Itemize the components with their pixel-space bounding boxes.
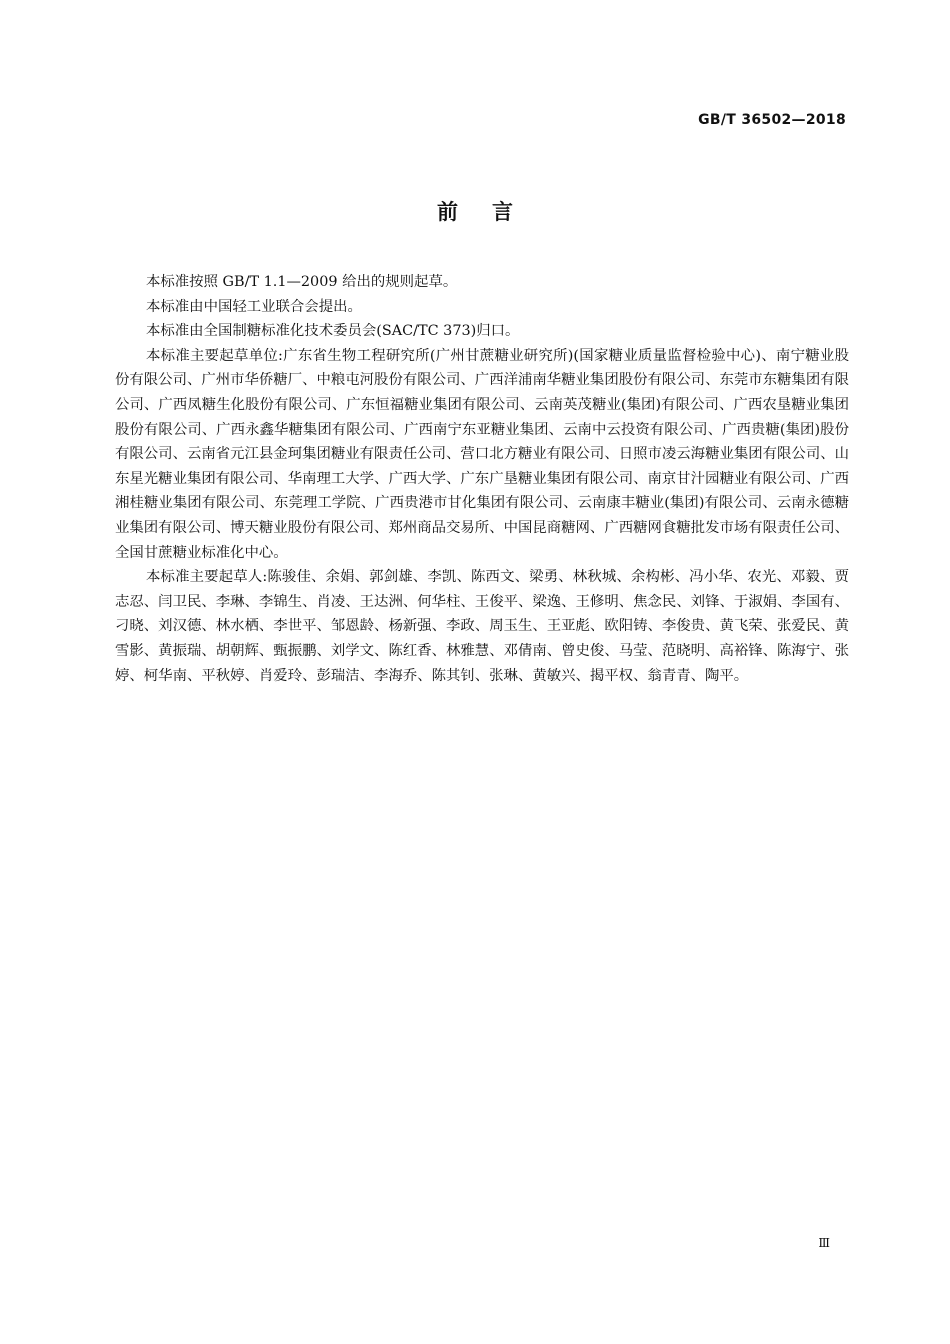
page-title: 前言 [437,200,547,224]
standard-code: GB/T 36502—2018 [698,112,846,128]
paragraph-technical-committee: 本标准由全国制糖标准化技术委员会(SAC/TC 373)归口。 [146,323,520,340]
page-number: Ⅲ [818,1236,830,1250]
paragraph-proposer: 本标准由中国轻工业联合会提出。 [146,298,362,315]
paragraph-drafting-rules: 本标准按照 GB/T 1.1—2009 给出的规则起草。 [146,274,458,290]
paragraph-drafting-organizations: 本标准主要起草单位:广东省生物工程研究所(广州甘蔗糖业研究所)(国家糖业质量监督检验中心)、南宁糖业股份有限公司、广州市华侨糖厂、中粮屯河股份有限公司、广西洋浦南华糖业集团股份有限公司、东莞市东糖集团有限公司、广西凤糖生化股份有限公司、广东恒福糖业集团有限公司、云南英茂糖业(集团)有限公司、广西农垦糖业集团股份有限公司、广西永鑫华糖集团有限公司、广西南宁东亚糖业集团、云南中云投资有限公司、广西贵糖(集团)股份有限公司、云南省元江县金珂集团糖业有限责任公司、营口北方糖业有限公司、日照市凌云海糖业集团有限公司、山东星光糖业集团有限公司、华南理工大学、广西大学、广东广垦糖业集团有限公司、南京甘汁园糖业有限公司、广西湘桂糖业集团有限公司、东莞理工学院、广西贵港市甘化集团有限公司、云南康丰糖业(集团)有限公司、云南永德糖业集团有限公司、博天糖业股份有限公司、郑州商品交易所、中国昆商糖网、广西糖网食糖批发市场有限责任公司、全国甘蔗糖业标准化中心。 [115,347,849,561]
paragraph-drafters: 本标准主要起草人:陈骏佳、余娟、郭剑雄、李凯、陈西文、梁勇、林秋城、余构彬、冯小华、农光、邓毅、贾志忍、闫卫民、李琳、李锦生、肖凌、王达洲、何华柱、王俊平、梁逸、王修明、焦念民、刘锋、于淑娟、李国有、刁晓、刘汉德、林水栖、李世平、邹恩龄、杨新强、李政、周玉生、王亚彪、欧阳铸、李俊贵、黄飞荣、张爱民、黄雪影、黄振瑞、胡朝辉、甄振鹏、刘学文、陈红香、林雅慧、邓倩南、曾史俊、马莹、范晓明、高裕锋、陈海宁、张婷、柯华南、平秋婷、肖爱玲、彭瑞洁、李海乔、陈其钊、张琳、黄敏兴、揭平权、翁青青、陶平。 [115,569,849,684]
preface-body [115,270,849,688]
